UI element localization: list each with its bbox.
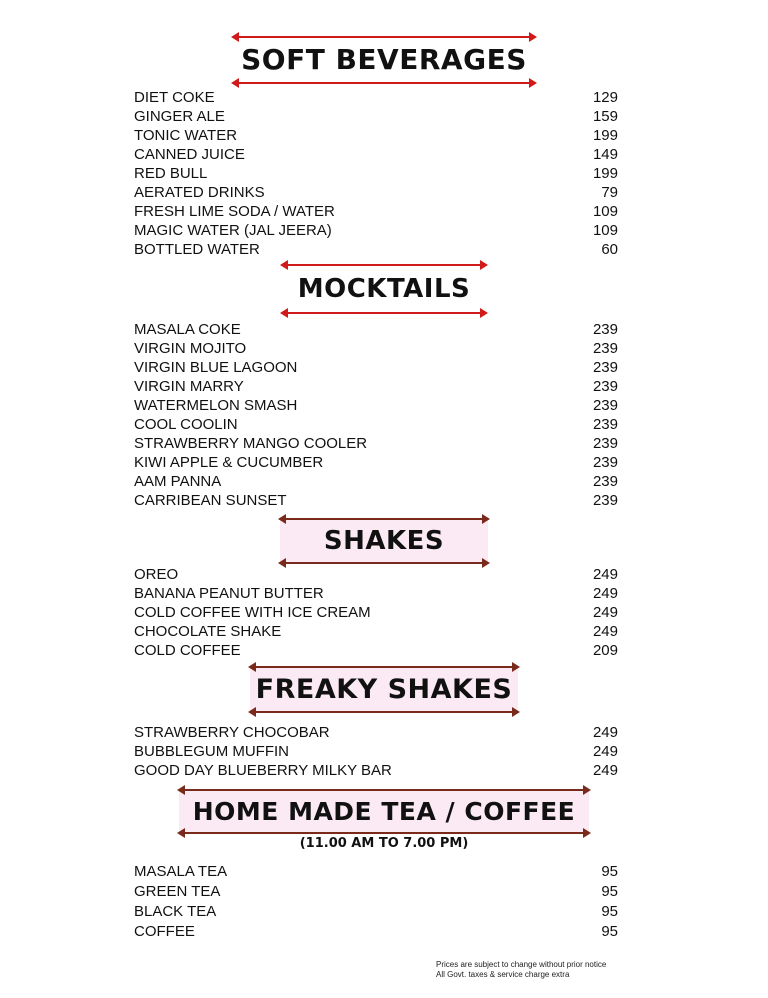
menu-item	[134, 922, 618, 942]
heading-box	[280, 518, 488, 564]
item-name: STRAWBERRY MANGO COOLER	[134, 435, 368, 452]
menu-list-shakes	[134, 565, 618, 660]
double-arrow-icon	[250, 666, 519, 668]
item-name: BANANA PEANUT BUTTER	[134, 585, 324, 602]
section-title: FREAKY SHAKES	[255, 674, 513, 705]
menu-list-freaky-shakes	[134, 723, 618, 780]
menu-item	[134, 320, 618, 339]
double-arrow-icon	[282, 312, 487, 314]
menu-item	[134, 434, 618, 453]
item-price: 199	[592, 127, 618, 144]
item-price: 95	[601, 863, 618, 880]
menu-list-mocktails	[134, 320, 618, 510]
item-name: BOTTLED WATER	[134, 241, 260, 258]
menu-item	[134, 88, 618, 107]
section-header-tea-coffee	[0, 789, 768, 851]
item-name: COLD COFFEE	[134, 642, 241, 659]
item-price: 199	[592, 165, 618, 182]
item-name: VIRGIN MARRY	[134, 378, 244, 395]
item-name: COFFEE	[134, 923, 195, 940]
item-price: 209	[592, 642, 618, 659]
item-price: 239	[592, 435, 618, 452]
item-price: 109	[592, 222, 618, 239]
menu-item	[134, 902, 618, 922]
menu-item	[134, 622, 618, 641]
section-title: SOFT BEVERAGES	[241, 43, 527, 76]
heading-box	[179, 789, 590, 834]
item-name: AERATED DRINKS	[134, 184, 265, 201]
item-price: 239	[592, 416, 618, 433]
double-arrow-icon	[233, 82, 535, 84]
menu-item	[134, 882, 618, 902]
item-name: COLD COFFEE WITH ICE CREAM	[134, 604, 371, 621]
menu-item	[134, 584, 618, 603]
section-header-soft-beverages	[0, 36, 768, 84]
item-price: 239	[592, 359, 618, 376]
menu-item	[134, 145, 618, 164]
item-name: WATERMELON SMASH	[134, 397, 298, 414]
item-name: GREEN TEA	[134, 883, 221, 900]
item-name: DIET COKE	[134, 89, 215, 106]
menu-item	[134, 339, 618, 358]
item-name: RED BULL	[134, 165, 208, 182]
item-price: 239	[592, 454, 618, 471]
menu-item	[134, 202, 618, 221]
item-name: GINGER ALE	[134, 108, 225, 125]
heading-box	[250, 666, 519, 713]
item-price: 95	[601, 903, 618, 920]
item-price: 95	[601, 923, 618, 940]
menu-list-tea-coffee	[134, 862, 618, 942]
double-arrow-icon	[282, 264, 487, 266]
item-name: VIRGIN MOJITO	[134, 340, 247, 357]
section-header-shakes	[0, 518, 768, 564]
item-price: 239	[592, 378, 618, 395]
menu-item	[134, 164, 618, 183]
menu-item	[134, 641, 618, 660]
item-name: BUBBLEGUM MUFFIN	[134, 743, 290, 760]
heading-box	[282, 264, 487, 314]
item-price: 249	[592, 623, 618, 640]
double-arrow-icon	[233, 36, 535, 38]
menu-item	[134, 126, 618, 145]
item-name: CARRIBEAN SUNSET	[134, 492, 287, 509]
item-price: 109	[592, 203, 618, 220]
menu-item	[134, 472, 618, 491]
section-header-freaky-shakes	[0, 666, 768, 713]
item-price: 149	[592, 146, 618, 163]
section-subtitle-hours: (11.00 AM TO 7.00 PM)	[299, 836, 469, 851]
item-price: 249	[592, 585, 618, 602]
item-name: MASALA COKE	[134, 321, 241, 338]
item-price: 239	[592, 492, 618, 509]
double-arrow-icon	[250, 711, 519, 713]
item-price: 249	[592, 604, 618, 621]
item-name: FRESH LIME SODA / WATER	[134, 203, 335, 220]
item-price: 79	[601, 184, 618, 201]
double-arrow-icon	[179, 832, 590, 834]
item-name: TONIC WATER	[134, 127, 238, 144]
menu-item	[134, 415, 618, 434]
menu-item	[134, 107, 618, 126]
menu-item	[134, 396, 618, 415]
item-price: 239	[592, 321, 618, 338]
item-name: CHOCOLATE SHAKE	[134, 623, 282, 640]
item-price: 249	[592, 762, 618, 779]
menu-item	[134, 240, 618, 259]
item-name: MAGIC WATER (JAL JEERA)	[134, 222, 332, 239]
item-price: 159	[592, 108, 618, 125]
menu-item	[134, 761, 618, 780]
menu-item	[134, 603, 618, 622]
item-price: 249	[592, 724, 618, 741]
item-name: GOOD DAY BLUEBERRY MILKY BAR	[134, 762, 392, 779]
menu-item	[134, 491, 618, 510]
menu-item	[134, 565, 618, 584]
double-arrow-icon	[280, 562, 488, 564]
menu-item	[134, 862, 618, 882]
item-price: 249	[592, 566, 618, 583]
item-price: 129	[592, 89, 618, 106]
menu-item	[134, 377, 618, 396]
footer-line-taxes: All Govt. taxes & service charge extra	[436, 970, 570, 979]
item-price: 239	[592, 397, 618, 414]
item-name: MASALA TEA	[134, 863, 228, 880]
menu-item	[134, 358, 618, 377]
item-name: OREO	[134, 566, 179, 583]
section-header-mocktails	[0, 264, 768, 314]
double-arrow-icon	[280, 518, 488, 520]
item-name: STRAWBERRY CHOCOBAR	[134, 724, 330, 741]
menu-item	[134, 742, 618, 761]
footer-note	[436, 960, 606, 980]
menu-item	[134, 183, 618, 202]
item-name: COOL COOLIN	[134, 416, 238, 433]
menu-item	[134, 453, 618, 472]
item-name: BLACK TEA	[134, 903, 217, 920]
menu-item	[134, 723, 618, 742]
section-title: MOCKTAILS	[297, 274, 471, 304]
item-price: 249	[592, 743, 618, 760]
menu-list-soft-beverages	[134, 88, 618, 259]
item-price: 239	[592, 473, 618, 490]
double-arrow-icon	[179, 789, 590, 791]
section-title: HOME MADE TEA / COFFEE	[192, 797, 576, 826]
item-name: KIWI APPLE & CUCUMBER	[134, 454, 324, 471]
section-title: SHAKES	[323, 526, 445, 556]
item-price: 95	[601, 883, 618, 900]
heading-box	[233, 36, 535, 84]
item-name: CANNED JUICE	[134, 146, 245, 163]
item-price: 60	[601, 241, 618, 258]
item-price: 239	[592, 340, 618, 357]
menu-item	[134, 221, 618, 240]
footer-line-price-notice: Prices are subject to change without prior notice	[436, 960, 607, 969]
item-name: AAM PANNA	[134, 473, 222, 490]
item-name: VIRGIN BLUE LAGOON	[134, 359, 298, 376]
